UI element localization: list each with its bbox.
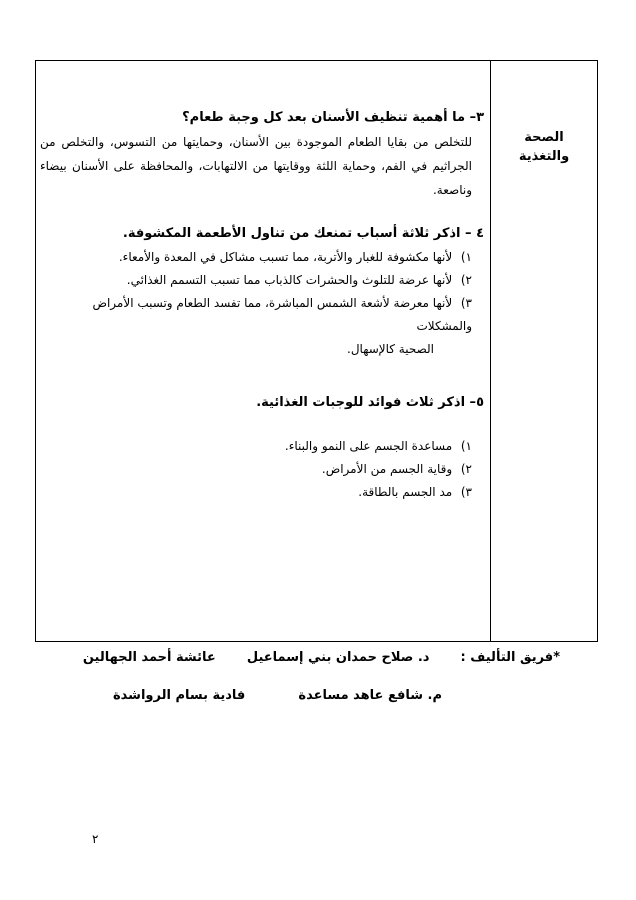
subject-cell — [491, 128, 597, 166]
authors-label: *فريق التأليف : — [460, 650, 560, 665]
item-text: لأنها مكشوفة للغبار والأتربة، مما تسبب مشاكل في المعدة والأمعاء. — [118, 250, 453, 264]
question-4-list — [40, 246, 484, 361]
item-text: لأنها عرضة للتلوث والحشرات كالذباب مما تسبب التسمم الغذائي. — [126, 273, 453, 287]
list-item — [40, 481, 484, 504]
question-3-answer: للتخلص من بقايا الطعام الموجودة بين الأسنان، وحمايتها من التسوس، والتخلص من الجراثيم في الفم، وحماية اللثة ووقايتها من الالتهابات، والمحافظة على الأسنان بيضاء وناصعة. — [40, 135, 472, 197]
author-name: د. صلاح حمدان بني إسماعيل — [246, 650, 430, 665]
question-5-list — [40, 435, 484, 504]
list-item — [40, 246, 484, 269]
questions-cell — [40, 106, 484, 504]
item-text: وقاية الجسم من الأمراض. — [321, 462, 453, 476]
author-name: عائشة أحمد الجهالين — [82, 650, 216, 665]
item-number: ١) — [460, 250, 472, 264]
list-item — [40, 292, 484, 361]
list-item — [40, 458, 484, 481]
authors-row-1 — [82, 648, 560, 668]
authors-row-2 — [112, 686, 560, 706]
page-number: ٢ — [92, 832, 99, 846]
author-name: فادية بسام الرواشدة — [112, 688, 246, 703]
list-item — [40, 269, 484, 292]
item-number: ٣) — [460, 485, 472, 499]
question-3-title: ٣– ما أهمية تنظيف الأسنان بعد كل وجبة طعام؟ — [182, 110, 484, 125]
item-text-continued: الصحية كالإسهال. — [347, 342, 434, 356]
item-number: ٢) — [460, 462, 472, 476]
question-5-title: ٥– اذكر ثلاث فوائد للوجبات الغذائية. — [256, 395, 484, 410]
item-text: مساعدة الجسم على النمو والبناء. — [284, 439, 453, 453]
item-number: ٣) — [460, 296, 472, 310]
question-4-title: ٤ – اذكر ثلاثة أسباب تمنعك من تناول الأطعمة المكشوفة. — [122, 226, 484, 241]
subject-line-2: والتغذية — [518, 149, 570, 164]
item-number: ٢) — [460, 273, 472, 287]
item-number: ١) — [460, 439, 472, 453]
item-text: لأنها معرضة لأشعة الشمس المباشرة، مما تفسد الطعام وتسبب الأمراض والمشكلات — [92, 296, 472, 333]
authors-block — [82, 648, 560, 706]
author-name: م. شافع عاهد مساعدة — [298, 688, 442, 703]
item-text: مد الجسم بالطاقة. — [358, 485, 453, 499]
list-item — [40, 435, 484, 458]
subject-line-1: الصحة — [524, 130, 564, 145]
